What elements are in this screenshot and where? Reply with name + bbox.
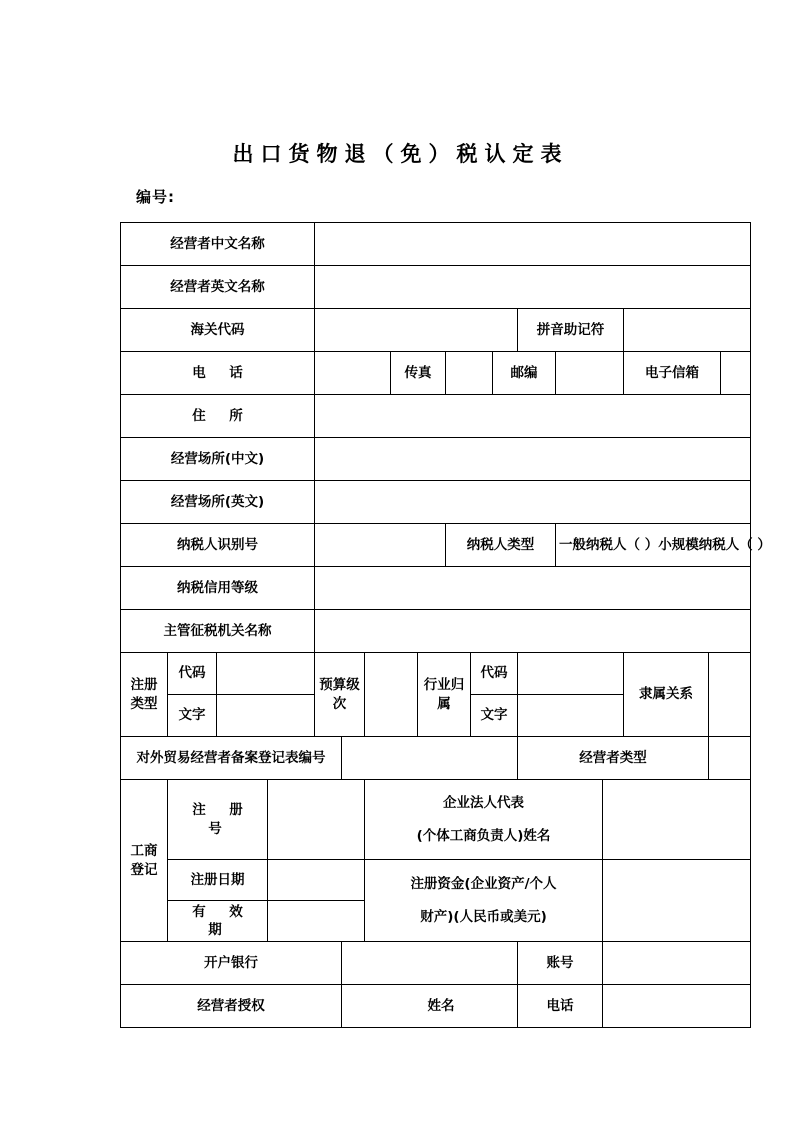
label-registered-capital-line1: 注册资金(企业资产/个人	[410, 876, 557, 893]
label-valid-period: 有 效 期	[168, 901, 268, 942]
label-auth-phone: 电话	[518, 985, 603, 1028]
label-fax: 传真	[391, 352, 446, 395]
field-legal-representative[interactable]	[603, 780, 751, 860]
label-registered-capital	[365, 860, 603, 942]
field-registration-no[interactable]	[268, 780, 365, 860]
label-account-no: 账号	[518, 942, 603, 985]
field-affiliation[interactable]	[709, 653, 751, 737]
table-row-business-place-cn	[121, 438, 751, 481]
label-operator-authorization: 经营者授权	[121, 985, 342, 1028]
serial-number-label: 编号:	[136, 188, 175, 206]
label-taxpayer-type: 纳税人类型	[446, 524, 556, 567]
field-bank-name[interactable]	[342, 942, 518, 985]
label-business-place-en: 经营场所(英文)	[121, 481, 315, 524]
field-business-place-en[interactable]	[315, 481, 751, 524]
table-row-contact	[121, 352, 751, 395]
label-tax-authority-name: 主管征税机关名称	[121, 610, 315, 653]
label-taxpayer-id: 纳税人识别号	[121, 524, 315, 567]
label-register-type-code: 代码	[168, 653, 217, 695]
field-valid-period[interactable]	[268, 901, 365, 942]
table-row-registration-no	[121, 780, 751, 860]
field-business-place-cn[interactable]	[315, 438, 751, 481]
field-telephone[interactable]	[315, 352, 391, 395]
field-email[interactable]	[721, 352, 751, 395]
field-register-type-text[interactable]	[217, 695, 315, 737]
label-industry-text: 文字	[471, 695, 518, 737]
field-registered-capital[interactable]	[603, 860, 751, 942]
field-operator-en-name[interactable]	[315, 266, 751, 309]
table-row-taxpayer	[121, 524, 751, 567]
table-row-customs-code	[121, 309, 751, 352]
label-residence: 住 所	[121, 395, 315, 438]
table-row-residence	[121, 395, 751, 438]
label-registration-date: 注册日期	[168, 860, 268, 901]
label-affiliation: 隶属关系	[624, 653, 709, 737]
field-postcode[interactable]	[556, 352, 624, 395]
table-row-register-type-code	[121, 653, 751, 695]
table-row-operator-authorization	[121, 985, 751, 1028]
label-foreign-trade-record-no: 对外贸易经营者备案登记表编号	[121, 737, 342, 780]
label-industry-code: 代码	[471, 653, 518, 695]
label-bank-name: 开户银行	[121, 942, 342, 985]
label-email: 电子信箱	[624, 352, 721, 395]
label-tax-credit-level: 纳税信用等级	[121, 567, 315, 610]
field-taxpayer-id[interactable]	[315, 524, 446, 567]
field-register-type-code[interactable]	[217, 653, 315, 695]
label-registered-capital-line2: 财产)(人民币或美元)	[420, 908, 547, 925]
label-auth-name: 姓名	[342, 985, 518, 1028]
field-registration-date[interactable]	[268, 860, 365, 901]
label-register-type-text: 文字	[168, 695, 217, 737]
table-row-business-place-en	[121, 481, 751, 524]
export-tax-refund-form-table	[120, 222, 771, 1028]
field-auth-phone[interactable]	[603, 985, 751, 1028]
label-operator-en-name: 经营者英文名称	[121, 266, 315, 309]
label-legal-representative	[365, 780, 603, 860]
table-row-bank	[121, 942, 751, 985]
field-budget-level[interactable]	[365, 653, 418, 737]
table-row-operator-cn-name	[121, 223, 751, 266]
label-operator-cn-name: 经营者中文名称	[121, 223, 315, 266]
label-legal-representative-line1: 企业法人代表	[443, 795, 524, 812]
field-industry-code[interactable]	[518, 653, 624, 695]
label-legal-representative-line2: (个体工商负责人)姓名	[416, 827, 551, 844]
field-residence[interactable]	[315, 395, 751, 438]
label-industry-belong: 行业归属	[418, 653, 471, 737]
field-tax-authority-name[interactable]	[315, 610, 751, 653]
label-telephone: 电 话	[121, 352, 315, 395]
label-pinyin-mnemonic: 拼音助记符	[518, 309, 624, 352]
table-row-registration-date	[121, 860, 751, 901]
label-business-registration: 工商登记	[121, 780, 168, 942]
label-operator-type: 经营者类型	[518, 737, 709, 780]
table-row-tax-credit-level	[121, 567, 751, 610]
field-pinyin-mnemonic[interactable]	[624, 309, 751, 352]
field-operator-type[interactable]	[709, 737, 751, 780]
label-postcode: 邮编	[493, 352, 556, 395]
table-row-foreign-trade-record	[121, 737, 751, 780]
label-customs-code: 海关代码	[121, 309, 315, 352]
field-account-no[interactable]	[603, 942, 751, 985]
taxpayer-type-options[interactable]: 一般纳税人（ ）小规模纳税人（ ）	[556, 524, 751, 567]
label-registration-no: 注 册 号	[168, 780, 268, 860]
label-budget-level: 预算级次	[315, 653, 365, 737]
field-tax-credit-level[interactable]	[315, 567, 751, 610]
field-fax[interactable]	[446, 352, 493, 395]
field-customs-code[interactable]	[315, 309, 518, 352]
label-business-place-cn: 经营场所(中文)	[121, 438, 315, 481]
table-row-operator-en-name	[121, 266, 751, 309]
field-foreign-trade-record-no[interactable]	[342, 737, 518, 780]
field-operator-cn-name[interactable]	[315, 223, 751, 266]
field-industry-text[interactable]	[518, 695, 624, 737]
label-register-type: 注册类型	[121, 653, 168, 737]
page-title: 出口货物退（免）税认定表	[232, 141, 569, 166]
table-row-tax-authority	[121, 610, 751, 653]
